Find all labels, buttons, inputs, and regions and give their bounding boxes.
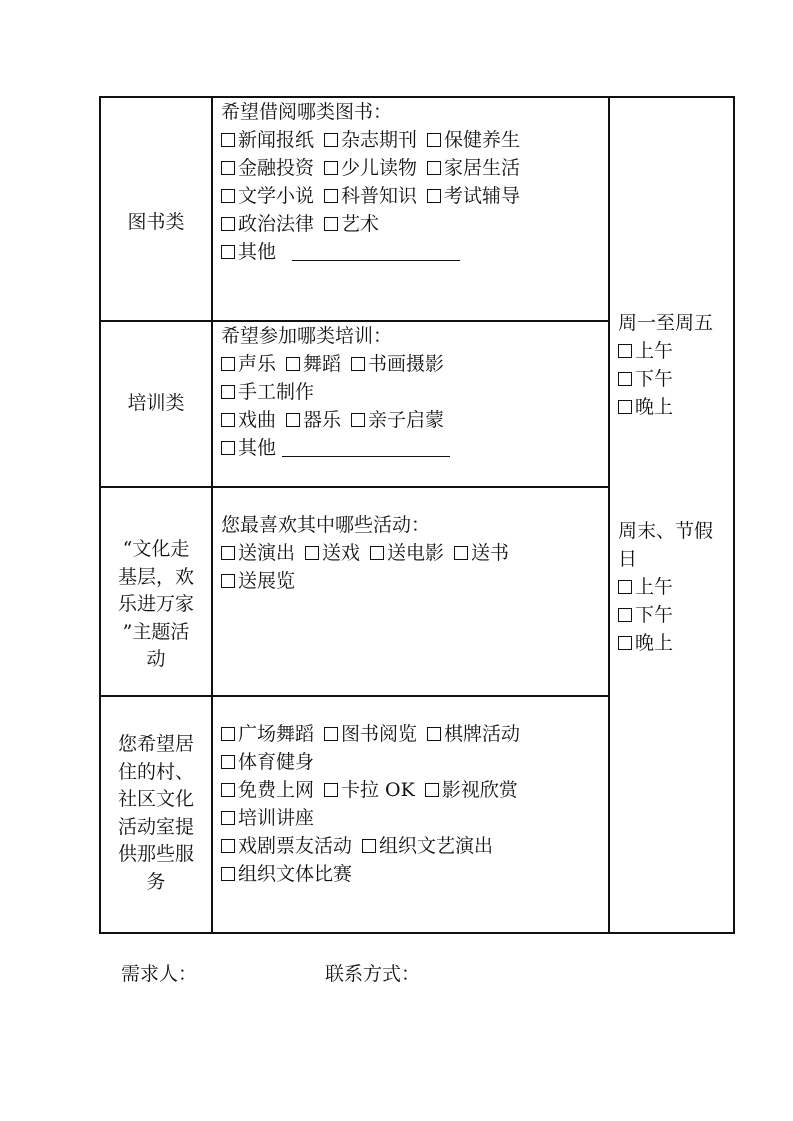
option-label: 金融投资 (238, 157, 315, 179)
checkbox[interactable] (454, 546, 468, 560)
time-option-label: 晚上 (635, 632, 674, 654)
option-line (221, 350, 454, 378)
checkbox[interactable] (370, 546, 384, 560)
table-divider-label (211, 96, 213, 934)
option-item[interactable] (221, 776, 314, 804)
activities-cell (221, 511, 519, 595)
option-item[interactable] (370, 539, 444, 567)
checkbox[interactable] (618, 344, 632, 358)
time-option-label: 晚上 (635, 396, 674, 418)
option-label: 广场舞蹈 (238, 723, 315, 745)
label-line: 基层，欢 (117, 565, 194, 588)
option-label: 体育健身 (238, 751, 315, 773)
checkbox[interactable] (618, 608, 632, 622)
activities-options (221, 539, 519, 595)
checkbox[interactable] (221, 245, 235, 259)
option-label: 家居生活 (444, 157, 521, 179)
time-option[interactable] (618, 601, 713, 629)
option-label: 培训讲座 (238, 807, 315, 829)
activities-row-label (101, 536, 211, 674)
checkbox[interactable] (221, 189, 235, 203)
option-line (221, 748, 530, 776)
checkbox[interactable] (286, 357, 300, 371)
checkbox[interactable] (324, 189, 338, 203)
books-options (221, 126, 530, 238)
checkbox[interactable] (618, 400, 632, 414)
books-other-line (221, 238, 530, 266)
time-option-label: 下午 (635, 604, 674, 626)
checkbox[interactable] (427, 133, 441, 147)
option-item[interactable] (221, 378, 314, 406)
option-line (221, 720, 530, 748)
option-label: 戏曲 (238, 409, 277, 431)
weekend-options (618, 573, 713, 657)
option-item[interactable] (286, 350, 341, 378)
option-label: 新闻报纸 (238, 129, 315, 151)
option-label: 送戏 (322, 542, 361, 564)
label-line: 动 (146, 648, 166, 670)
checkbox[interactable] (324, 783, 338, 797)
option-label: 书画摄影 (368, 353, 445, 375)
weekend-block (618, 517, 713, 657)
option-item[interactable] (221, 539, 295, 567)
label-line: 住的村、 (117, 760, 194, 783)
checkbox[interactable] (618, 580, 632, 594)
time-option[interactable] (618, 337, 713, 365)
option-item[interactable] (221, 126, 314, 154)
option-label: 舞蹈 (303, 353, 342, 375)
row-divider-3 (99, 695, 609, 697)
time-option[interactable] (618, 393, 713, 421)
option-line (221, 210, 530, 238)
option-line (221, 776, 530, 804)
option-item[interactable] (221, 860, 352, 888)
time-option[interactable] (618, 573, 713, 601)
option-line (221, 860, 530, 888)
training-other-label: 其他 (238, 437, 277, 459)
option-line (221, 406, 454, 434)
option-label: 棋牌活动 (444, 723, 521, 745)
option-item[interactable] (427, 182, 520, 210)
checkbox[interactable] (221, 546, 235, 560)
option-label: 手工制作 (238, 381, 315, 403)
contact-label: 联系方式： (325, 963, 421, 985)
books-row-label: 图书类 (127, 211, 185, 233)
option-label: 科普知识 (341, 185, 418, 207)
checkbox[interactable] (324, 217, 338, 231)
books-other-blank[interactable] (292, 242, 460, 261)
books-prompt: 希望借阅哪类图书： (221, 101, 393, 123)
row-divider-2 (99, 486, 609, 488)
checkbox[interactable] (324, 161, 338, 175)
option-label: 保健养生 (444, 129, 521, 151)
option-label: 卡拉 OK (341, 779, 415, 801)
checkbox[interactable] (221, 867, 235, 881)
time-option-label: 上午 (635, 576, 674, 598)
label-line: 周末、节假 (618, 520, 714, 542)
training-other-blank[interactable] (282, 438, 450, 457)
option-label: 组织文体比赛 (238, 863, 353, 885)
checkbox[interactable] (324, 727, 338, 741)
option-label: 艺术 (341, 213, 380, 235)
weekday-block (618, 309, 713, 421)
training-row-label: 培训类 (127, 392, 185, 414)
option-label: 图书阅览 (341, 723, 418, 745)
checkbox[interactable] (221, 574, 235, 588)
table-border-right (733, 96, 735, 934)
checkbox[interactable] (221, 217, 235, 231)
option-item[interactable] (221, 748, 314, 776)
option-label: 文学小说 (238, 185, 315, 207)
label-line: ”主题活 (122, 620, 190, 643)
training-prompt: 希望参加哪类培训： (221, 325, 393, 347)
option-label: 免费上网 (238, 779, 315, 801)
option-line (221, 378, 454, 406)
books-other-label: 其他 (238, 241, 277, 263)
weekday-options (618, 337, 713, 421)
checkbox[interactable] (351, 413, 365, 427)
option-label: 少儿读物 (341, 157, 418, 179)
checkbox[interactable] (221, 385, 235, 399)
option-item[interactable] (286, 406, 341, 434)
table-divider-time (608, 96, 610, 934)
checkbox[interactable] (221, 811, 235, 825)
training-other-line (221, 434, 454, 462)
option-label: 送书 (471, 542, 510, 564)
option-label: 声乐 (238, 353, 277, 375)
option-item[interactable] (221, 154, 314, 182)
option-item[interactable] (221, 804, 314, 832)
option-item[interactable] (221, 406, 276, 434)
option-item[interactable] (324, 210, 379, 238)
weekend-title (618, 517, 713, 573)
label-line: 活动室提 (117, 815, 194, 838)
label-line: 您希望居 (117, 733, 194, 755)
services-options (221, 720, 530, 888)
option-line (221, 804, 530, 832)
training-cell (221, 322, 454, 462)
checkbox[interactable] (427, 161, 441, 175)
checkbox[interactable] (221, 133, 235, 147)
checkbox[interactable] (221, 755, 235, 769)
weekday-title: 周一至周五 (618, 312, 714, 334)
option-label: 杂志期刊 (341, 129, 418, 151)
checkbox[interactable] (221, 783, 235, 797)
activities-prompt: 您最喜欢其中哪些活动： (221, 514, 431, 536)
option-line (221, 126, 530, 154)
option-item[interactable] (351, 406, 444, 434)
checkbox[interactable] (221, 839, 235, 853)
option-item[interactable] (427, 126, 520, 154)
services-row-label (101, 731, 211, 896)
label-line: “文化走 (122, 538, 190, 560)
option-item[interactable] (221, 567, 295, 595)
label-line: 供那些服 (117, 843, 194, 865)
checkbox[interactable] (427, 727, 441, 741)
option-item[interactable] (305, 539, 360, 567)
option-label: 器乐 (303, 409, 342, 431)
option-label: 送电影 (387, 542, 445, 564)
option-line (221, 567, 519, 595)
checkbox[interactable] (221, 727, 235, 741)
option-item[interactable] (324, 126, 417, 154)
option-item[interactable] (221, 210, 314, 238)
option-item[interactable] (324, 154, 417, 182)
checkbox[interactable] (286, 413, 300, 427)
time-option-label: 上午 (635, 340, 674, 362)
option-label: 戏剧票友活动 (238, 835, 353, 857)
option-item[interactable] (324, 720, 417, 748)
option-label: 组织文艺演出 (379, 835, 494, 857)
option-label: 政治法律 (238, 213, 315, 235)
checkbox[interactable] (351, 357, 365, 371)
time-option-label: 下午 (635, 368, 674, 390)
option-item[interactable] (351, 350, 444, 378)
books-cell (221, 98, 530, 266)
label-line: 务 (146, 870, 166, 893)
time-option[interactable] (618, 365, 713, 393)
option-item[interactable] (221, 350, 276, 378)
option-label: 考试辅导 (444, 185, 521, 207)
option-line (221, 832, 530, 860)
checkbox[interactable] (221, 161, 235, 175)
label-line: 乐进万家 (117, 593, 194, 615)
option-label: 送演出 (238, 542, 296, 564)
table-border-bottom (99, 932, 735, 934)
services-cell (221, 720, 530, 888)
checkbox[interactable] (362, 839, 376, 853)
option-line (221, 154, 530, 182)
option-item[interactable] (221, 182, 314, 210)
checkbox[interactable] (618, 636, 632, 650)
option-item[interactable] (427, 154, 520, 182)
checkbox[interactable] (305, 546, 319, 560)
checkbox[interactable] (221, 413, 235, 427)
label-line: 社区文化 (117, 788, 194, 810)
checkbox[interactable] (221, 441, 235, 455)
option-item[interactable] (362, 832, 493, 860)
checkbox[interactable] (427, 189, 441, 203)
time-option[interactable] (618, 629, 713, 657)
option-line (221, 182, 530, 210)
option-item[interactable] (454, 539, 509, 567)
option-label: 送展览 (238, 570, 296, 592)
option-item[interactable] (425, 776, 518, 804)
option-item[interactable] (221, 832, 352, 860)
option-item[interactable] (324, 182, 417, 210)
requester-label: 需求人： (121, 963, 198, 985)
option-line (221, 539, 519, 567)
checkbox[interactable] (221, 357, 235, 371)
option-label: 亲子启蒙 (368, 409, 445, 431)
option-item[interactable] (324, 776, 415, 804)
checkbox[interactable] (324, 133, 338, 147)
checkbox[interactable] (618, 372, 632, 386)
option-item[interactable] (221, 720, 314, 748)
training-options (221, 350, 454, 434)
checkbox[interactable] (425, 783, 439, 797)
option-item[interactable] (427, 720, 520, 748)
option-label: 影视欣赏 (441, 779, 518, 801)
label-line: 日 (618, 548, 638, 570)
